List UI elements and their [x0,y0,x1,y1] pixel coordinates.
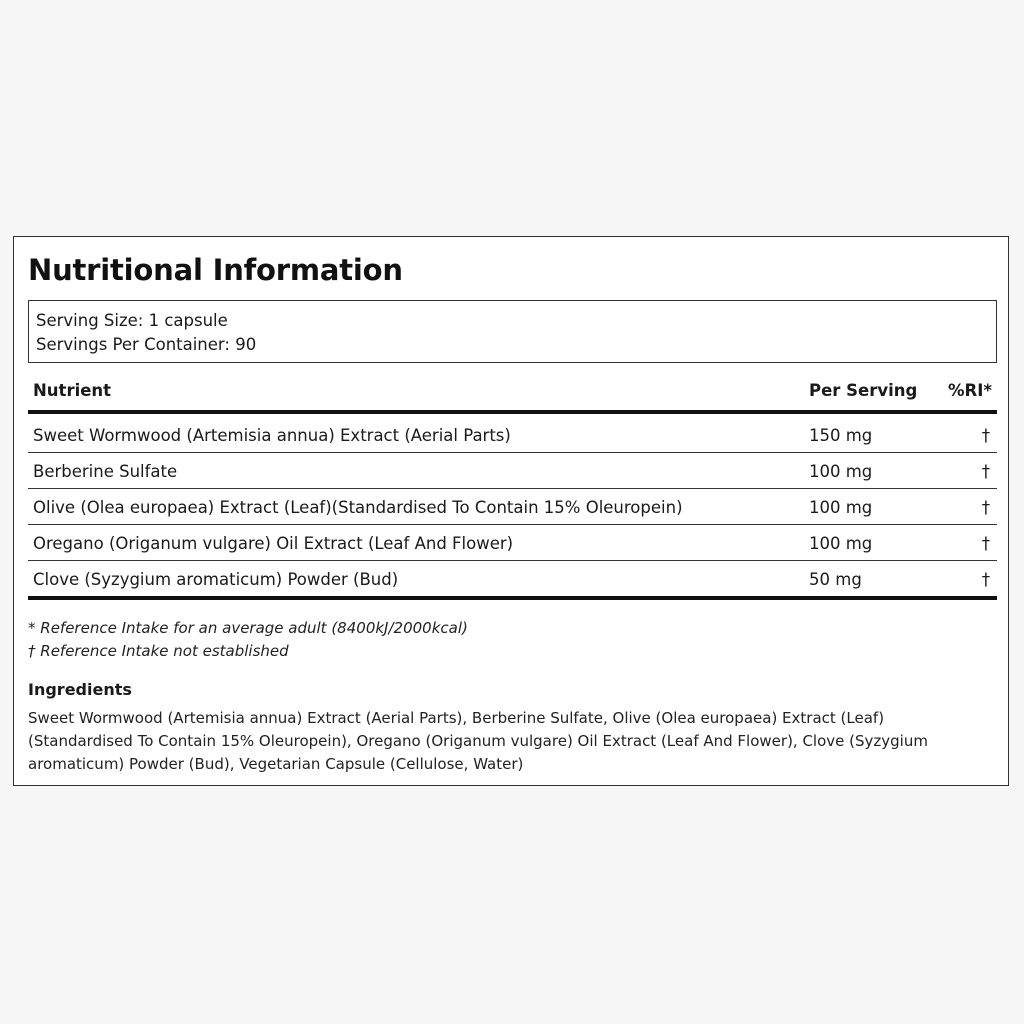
servings-per-container: Servings Per Container: 90 [36,335,257,354]
nutrient-amount: 100 mg [809,534,873,553]
ingredients-text: Sweet Wormwood (Artemisia annua) Extract (Aerial Parts), Berberine Sulfate, Olive (Olea europaea) Extract (Leaf) (Standardised To Contain 15% Oleuropein), Oregano (Origanum vulgare) Oil Extract (Leaf And Flower), Clove (Syzygium aromaticum) Powder (Bud), Vegetarian Capsule (Cellulose, Water) [28,709,928,773]
nutrient-name: Oregano (Origanum vulgare) Oil Extract (Leaf And Flower) [33,534,514,553]
nutrient-name: Olive (Olea europaea) Extract (Leaf)(Standardised To Contain 15% Oleuropein) [33,498,683,517]
table-row [28,525,997,561]
serving-info-box [28,300,997,363]
nutrient-ri: † [981,534,990,553]
nutrient-table [28,375,997,600]
nutrient-name: Berberine Sulfate [33,462,178,481]
table-row [28,417,997,453]
panel-title: Nutritional Information [28,253,403,287]
nutrient-amount: 150 mg [809,426,873,445]
nutrient-name: Sweet Wormwood (Artemisia annua) Extract (Aerial Parts) [33,426,511,445]
nutrient-amount: 100 mg [809,498,873,517]
nutrient-ri: † [981,570,990,589]
footnote-not-established: † Reference Intake not established [28,642,289,660]
table-row [28,489,997,525]
header-ri: %RI* [947,381,992,400]
header-nutrient: Nutrient [33,381,112,400]
nutrient-ri: † [981,462,990,481]
nutrition-panel [13,236,1009,786]
ingredients-heading: Ingredients [28,680,132,699]
serving-size: Serving Size: 1 capsule [36,311,228,330]
nutrient-name: Clove (Syzygium aromaticum) Powder (Bud) [33,570,399,589]
header-per-serving: Per Serving [809,381,918,400]
footnote-reference-intake: * Reference Intake for an average adult (8400kJ/2000kcal) [28,619,468,637]
nutrient-ri: † [981,498,990,517]
table-row [28,453,997,489]
footnotes [28,617,468,663]
nutrient-amount: 50 mg [809,570,862,589]
nutrient-amount: 100 mg [809,462,873,481]
table-header-row [28,375,997,414]
nutrient-ri: † [981,426,990,445]
table-row [28,561,997,600]
